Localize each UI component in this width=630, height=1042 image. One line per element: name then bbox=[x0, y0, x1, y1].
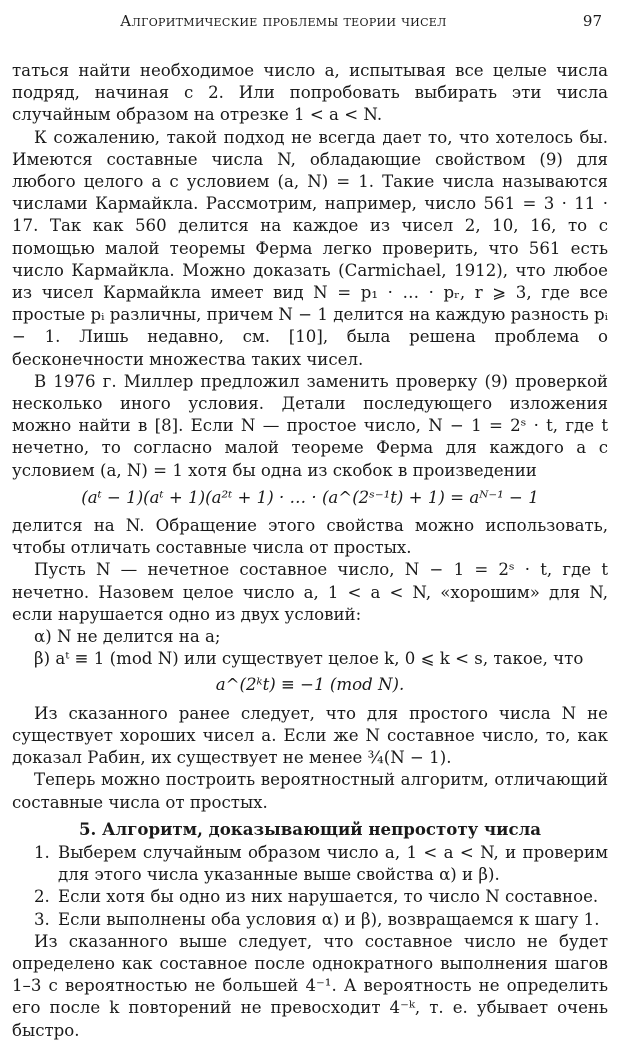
page-header bbox=[12, 10, 608, 36]
paragraph-divisibility: делится на N. Обращение этого свойства можно использовать, чтобы отличать составные числа от простых. bbox=[12, 516, 608, 558]
algorithm-step bbox=[12, 842, 608, 886]
paragraph-conclusion: Из сказанного выше следует, что составное число не будет определено как составное после однократного выполнения шагов 1–3 с вероятностью не большей 4⁻¹. А вероятность не определить его после k повторений не превосходит 4⁻ᵏ, т. е. убывает очень быстро. bbox=[12, 931, 608, 1040]
paragraph-1: таться найти необходимое число a, испытывая все целые числа подряд, начиная с 2. Или попробовать выбирать эти числа случайным образом на отрезке 1 < a < N. bbox=[12, 61, 608, 125]
paragraph-carmichael: К сожалению, такой подход не всегда дает то, что хотелось бы. Имеются составные числа N, обладающие свойством (9) для любого целого a с условием (a, N) = 1. Такие числа называются числами Кармайкла. Рассмотрим, например, число 561 = 3 · 11 · 17. Так как 560 делится на каждое из чисел 2, 10, 16, то с помощью малой теоремы Ферма легко проверить, что 561 есть число Кармайкла. Можно доказать (Carmichael, 1912), что любое из чисел Кармайкла имеет вид N = p₁ · … · pᵣ, r ⩾ 3, где все простые pᵢ различны, причем N − 1 делится на каждую разность pᵢ − 1. Лишь недавно, см. [10], была решена проблема о бесконечности множества таких чисел. bbox=[12, 127, 608, 369]
page-body bbox=[12, 60, 608, 1042]
paragraph-good-numbers: Пусть N — нечетное составное число, N − 1 = 2ˢ · t, где t нечетно. Назовем целое число a, 1 < a < N, «хорошим» для N, если нарушается одно из двух условий: bbox=[12, 560, 608, 624]
paragraph-probabilistic: Теперь можно построить вероятностный алгоритм, отличающий составные числа от простых. bbox=[12, 770, 608, 812]
algorithm-step bbox=[12, 886, 608, 908]
page-number: 97 bbox=[582, 12, 602, 30]
paragraph-miller: В 1976 г. Миллер предложил заменить проверку (9) проверкой несколько иного условия. Детали последующего изложения можно найти в [8]. Если N — простое число, N − 1 = 2ˢ · t, где t нечетно, то согласно малой теореме Ферма для каждого a с условием (a, N) = 1 хотя бы одна из скобок в произведении bbox=[12, 371, 608, 480]
condition-beta: β) aᵗ ≡ 1 (mod N) или существует целое k, 0 ⩽ k < s, такое, что bbox=[34, 649, 584, 669]
step-number: 1. bbox=[34, 842, 50, 862]
algorithm-steps bbox=[12, 842, 608, 931]
formula-product: (aᵗ − 1)(aᵗ + 1)(a²ᵗ + 1) · … · (a^(2ˢ⁻¹t) + 1) = aᴺ⁻¹ − 1 bbox=[81, 487, 539, 507]
formula-congruence: a^(2ᵏt) ≡ −1 (mod N). bbox=[215, 675, 405, 695]
paragraph-rabin: Из сказанного ранее следует, что для простого числа N не существует хороших чисел a. Если же N составное число, то, как доказал Рабин, их существует не менее ¾(N − 1). bbox=[12, 703, 608, 768]
step-text: Если хотя бы одно из них нарушается, то число N составное. bbox=[58, 887, 599, 907]
step-text: Если выполнены оба условия α) и β), возвращаемся к шагу 1. bbox=[58, 909, 600, 929]
step-number: 2. bbox=[34, 887, 50, 907]
running-title: Алгоритмические проблемы теории чисел bbox=[120, 12, 447, 30]
algorithm-step bbox=[12, 909, 608, 931]
section-title: 5. Алгоритм, доказывающий непростоту числа bbox=[78, 818, 542, 839]
step-number: 3. bbox=[34, 909, 50, 929]
condition-alpha: α) N не делится на a; bbox=[34, 627, 221, 647]
step-text: Выберем случайным образом число a, 1 < a < N, и проверим для этого числа указанные выше свойства α) и β). bbox=[58, 842, 608, 885]
